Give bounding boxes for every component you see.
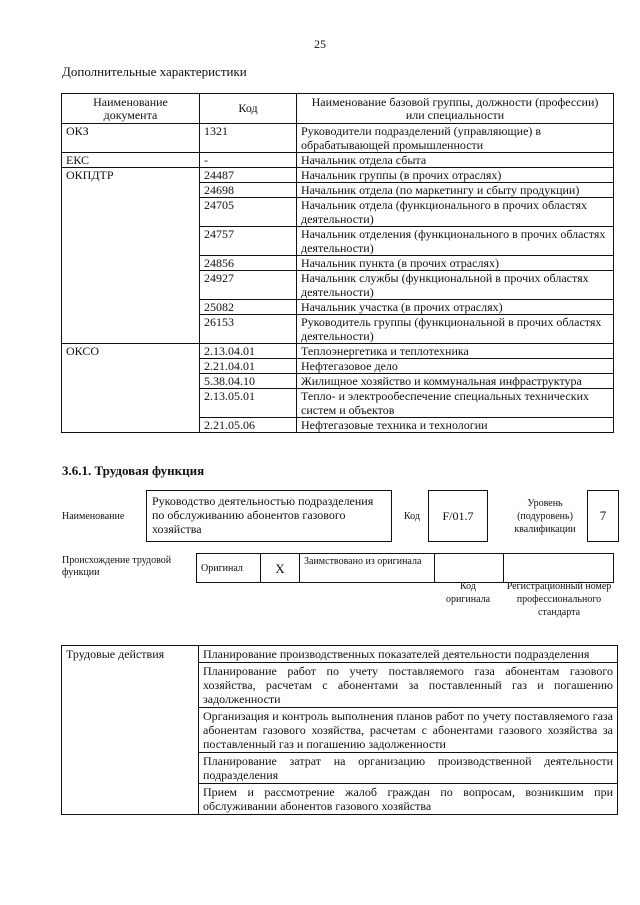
code-cell: 2.21.04.01 xyxy=(200,359,297,374)
original-label: Оригинал xyxy=(197,554,261,583)
labor-action-item: Организация и контроль выполнения планов работ по учету поставляемого газа абонентам газового хозяйства, расчетам с абонентами газового хозяйства за поставленный газ и погашению задолженности xyxy=(199,708,618,753)
header-document: Наименование документа xyxy=(62,94,200,124)
document-cell: ЕКС xyxy=(62,153,200,168)
name-cell: Начальник службы (функциональной в прочих областях деятельности) xyxy=(297,271,614,300)
document-cell-empty xyxy=(62,183,200,198)
table-row xyxy=(62,124,614,153)
document-cell-empty xyxy=(62,198,200,227)
table-row xyxy=(62,153,614,168)
reg-number-caption: Регистрационный номер профессионального стандарта xyxy=(506,581,612,618)
name-cell: Тепло- и электрообеспечение специальных технических систем и объектов xyxy=(297,389,614,418)
labor-actions-label: Трудовые действия xyxy=(62,646,199,815)
document-cell-empty xyxy=(62,271,200,300)
code-cell: 5.38.04.10 xyxy=(200,374,297,389)
name-cell: Теплоэнергетика и теплотехника xyxy=(297,344,614,359)
origin-label: Происхождение трудовой функции xyxy=(62,555,172,578)
code-cell: 24856 xyxy=(200,256,297,271)
code-cell: 1321 xyxy=(200,124,297,153)
name-cell: Руководитель группы (функциональной в прочих областях деятельности) xyxy=(297,315,614,344)
borrowed-label: Заимствовано из оригинала xyxy=(300,554,435,583)
origin-table xyxy=(196,553,614,583)
page-number: 25 xyxy=(314,37,326,51)
labor-function-heading: 3.6.1. Трудовая функция xyxy=(62,463,205,478)
table-row xyxy=(62,271,614,300)
document-cell-empty xyxy=(62,359,200,374)
function-name-box: Руководство деятельностью подразделения по обслуживанию абонентов газового хозяйства xyxy=(146,490,392,542)
table-row xyxy=(62,315,614,344)
table-row xyxy=(62,227,614,256)
document-cell: ОКСО xyxy=(62,344,200,359)
header-name: Наименование базовой группы, должности (профессии) или специальности xyxy=(297,94,614,124)
labor-action-item: Планирование производственных показателей деятельности подразделения xyxy=(199,646,618,663)
name-cell: Начальник пункта (в прочих отраслях) xyxy=(297,256,614,271)
original-mark: X xyxy=(261,554,300,583)
table-row xyxy=(62,374,614,389)
table-header-row xyxy=(62,94,614,124)
table-row xyxy=(62,168,614,183)
document-cell-empty xyxy=(62,227,200,256)
header-code: Код xyxy=(200,94,297,124)
code-cell: 26153 xyxy=(200,315,297,344)
characteristics-table xyxy=(61,93,614,433)
labor-action-row xyxy=(62,646,618,663)
name-label: Наименование xyxy=(62,511,125,522)
name-cell: Нефтегазовые техника и технологии xyxy=(297,418,614,433)
document-cell-empty xyxy=(62,256,200,271)
document-cell-empty xyxy=(62,300,200,315)
section-title: Дополнительные характеристики xyxy=(62,64,247,79)
document-cell-empty xyxy=(62,418,200,433)
labor-action-item: Планирование работ по учету поставляемого газа абонентам газового хозяйства, расчетам с абонентами за поставленный газ и погашению задолженности xyxy=(199,663,618,708)
document-cell-empty xyxy=(62,374,200,389)
reg-number-cell xyxy=(504,554,614,583)
qualification-level-box: 7 xyxy=(587,490,619,542)
table-row xyxy=(62,256,614,271)
table-row xyxy=(62,359,614,374)
table-row xyxy=(62,183,614,198)
code-cell: 2.13.05.01 xyxy=(200,389,297,418)
code-original-cell xyxy=(435,554,504,583)
code-label: Код xyxy=(404,511,420,522)
labor-action-item: Планирование затрат на организацию производственной деятельности подразделения xyxy=(199,753,618,784)
name-cell: Руководители подразделений (управляющие) в обрабатывающей промышленности xyxy=(297,124,614,153)
name-cell: Начальник отдела (функционального в прочих областях деятельности) xyxy=(297,198,614,227)
document-cell: ОКЗ xyxy=(62,124,200,153)
code-cell: 24698 xyxy=(200,183,297,198)
code-cell: 2.21.05.06 xyxy=(200,418,297,433)
code-cell: 2.13.04.01 xyxy=(200,344,297,359)
name-cell: Начальник участка (в прочих отраслях) xyxy=(297,300,614,315)
table-row xyxy=(62,418,614,433)
code-cell: - xyxy=(200,153,297,168)
code-cell: 24927 xyxy=(200,271,297,300)
document-cell-empty xyxy=(62,315,200,344)
name-cell: Жилищное хозяйство и коммунальная инфраструктура xyxy=(297,374,614,389)
table-row xyxy=(62,389,614,418)
code-cell: 25082 xyxy=(200,300,297,315)
labor-action-item: Прием и рассмотрение жалоб граждан по вопросам, возникшим при обслуживании абонентов газового хозяйства xyxy=(199,784,618,815)
name-cell: Начальник отдела (по маркетингу и сбыту продукции) xyxy=(297,183,614,198)
table-row xyxy=(62,198,614,227)
name-cell: Начальник группы (в прочих отраслях) xyxy=(297,168,614,183)
name-cell: Нефтегазовое дело xyxy=(297,359,614,374)
qualification-level-label: Уровень (подуровень) квалификации xyxy=(514,498,576,535)
code-original-caption: Код оригинала xyxy=(445,581,491,605)
table-row xyxy=(62,300,614,315)
name-cell: Начальник отдела сбыта xyxy=(297,153,614,168)
document-cell: ОКПДТР xyxy=(62,168,200,183)
code-cell: 24487 xyxy=(200,168,297,183)
function-code-box: F/01.7 xyxy=(428,490,488,542)
labor-actions-table xyxy=(61,645,618,815)
table-row xyxy=(62,344,614,359)
document-cell-empty xyxy=(62,389,200,418)
name-cell: Начальник отделения (функционального в прочих областях деятельности) xyxy=(297,227,614,256)
code-cell: 24757 xyxy=(200,227,297,256)
code-cell: 24705 xyxy=(200,198,297,227)
